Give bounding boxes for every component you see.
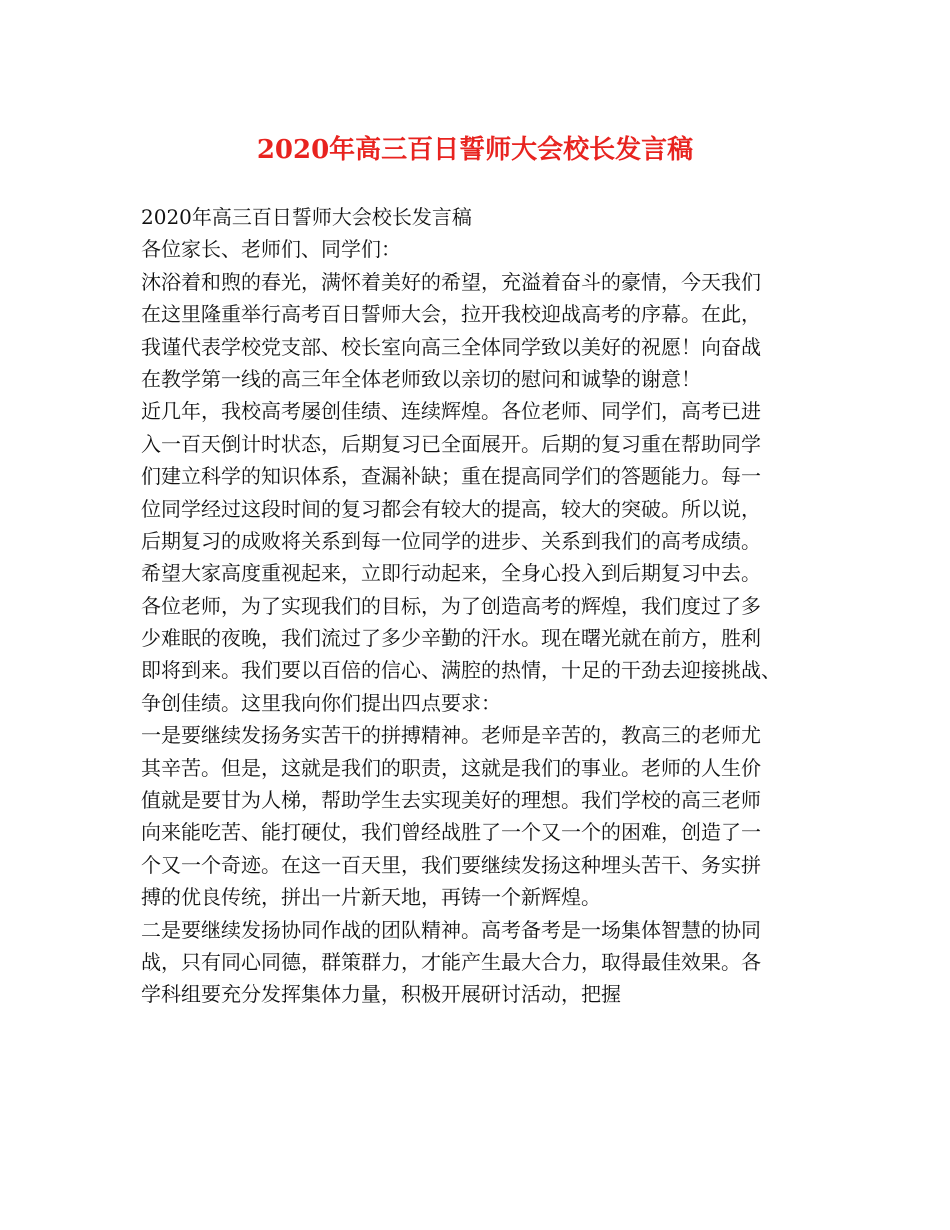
- document-body: [141, 201, 831, 1011]
- text-line: 值就是要甘为人梯，帮助学生去实现美好的理想。我们学校的高三老师: [141, 788, 761, 813]
- text-line: 二是要继续发扬协同作战的团队精神。高考备考是一场集体智慧的协同: [141, 917, 761, 942]
- text-line: 搏的优良传统，拼出一片新天地，再铸一个新辉煌。: [141, 885, 601, 910]
- text-line: 在教学第一线的高三年全体老师致以亲切的慰问和诚挚的谢意！: [141, 366, 701, 391]
- document-title: 2020年高三百日誓师大会校长发言稿: [256, 135, 694, 165]
- text-line: 后期复习的成败将关系到每一位同学的进步、关系到我们的高考成绩。: [141, 528, 761, 553]
- text-line: 入一百天倒计时状态，后期复习已全面展开。后期的复习重在帮助同学: [141, 431, 761, 456]
- text-line: 战，只有同心同德，群策群力，才能产生最大合力，取得最佳效果。各: [141, 949, 761, 974]
- text-line: 一是要继续发扬务实苦干的拼搏精神。老师是辛苦的，教高三的老师尤: [141, 723, 761, 748]
- text-line: 个又一个奇迹。在这一百天里，我们要继续发扬这种埋头苦干、务实拼: [141, 852, 761, 877]
- text-line: 向来能吃苦、能打硬仗，我们曾经战胜了一个又一个的困难，创造了一: [141, 820, 761, 845]
- text-line: 我谨代表学校党支部、校长室向高三全体同学致以美好的祝愿！向奋战: [141, 334, 761, 359]
- text-line: 各位家长、老师们、同学们：: [141, 237, 401, 262]
- text-line: 各位老师，为了实现我们的目标，为了创造高考的辉煌，我们度过了多: [141, 593, 761, 618]
- text-line: 希望大家高度重视起来，立即行动起来，全身心投入到后期复习中去。: [141, 561, 761, 586]
- text-line: 争创佳绩。这里我向你们提出四点要求：: [141, 690, 501, 715]
- text-line: 其辛苦。但是，这就是我们的职责，这就是我们的事业。老师的人生价: [141, 755, 761, 780]
- text-line: 沐浴着和煦的春光，满怀着美好的希望，充溢着奋斗的豪情，今天我们: [141, 269, 761, 294]
- text-line: 在这里隆重举行高考百日誓师大会，拉开我校迎战高考的序幕。在此，: [141, 302, 761, 327]
- text-line: 即将到来。我们要以百倍的信心、满腔的热情，十足的干劲去迎接挑战、: [141, 658, 781, 683]
- text-line: 学科组要充分发挥集体力量，积极开展研讨活动，把握: [141, 982, 621, 1007]
- text-line: 少难眠的夜晚，我们流过了多少辛勤的汗水。现在曙光就在前方，胜利: [141, 626, 761, 651]
- text-line: 2020年高三百日誓师大会校长发言稿: [141, 205, 472, 229]
- text-line: 位同学经过这段时间的复习都会有较大的提高，较大的突破。所以说，: [141, 496, 761, 521]
- text-line: 们建立科学的知识体系，查漏补缺；重在提高同学们的答题能力。每一: [141, 464, 761, 489]
- text-line: 近几年，我校高考屡创佳绩、连续辉煌。各位老师、同学们，高考已进: [141, 399, 761, 424]
